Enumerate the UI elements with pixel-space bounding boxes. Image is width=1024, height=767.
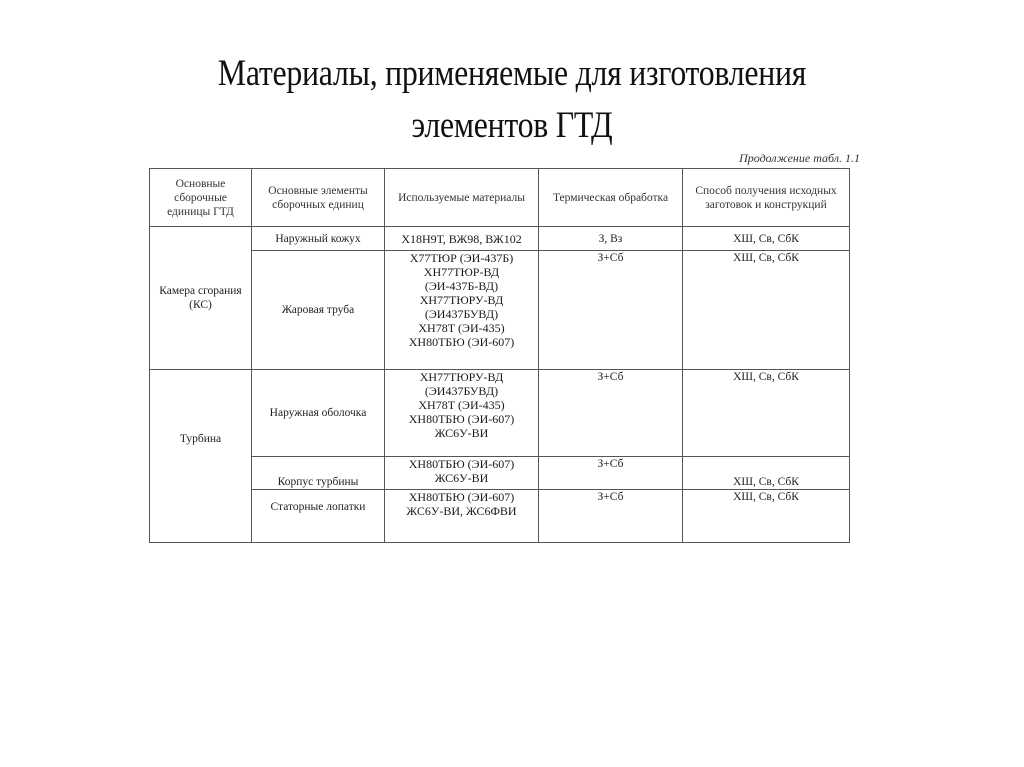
element-cell: Жаровая труба [252, 251, 385, 370]
material-line: ХН77ТЮРУ-ВД [419, 370, 504, 384]
unit-cell-turbine: Турбина [150, 370, 252, 543]
material-line: ХН80ТБЮ (ЭИ-607) [408, 335, 515, 349]
heat-treatment-cell: З+Сб [539, 370, 683, 457]
material-line: ЖС6У-ВИ, ЖС6ФВИ [406, 504, 517, 518]
material-line: ЖС6У-ВИ [434, 426, 489, 440]
material-line: ХН77ТЮРУ-ВД [419, 293, 504, 307]
slide-title-line-2: элементов ГТД [411, 105, 613, 146]
materials-cell [385, 370, 539, 457]
material-line: ХН80ТБЮ (ЭИ-607) [408, 490, 515, 504]
heat-treatment-cell: З+Сб [539, 457, 683, 490]
header-heat-treatment: Термическая обработка [539, 169, 683, 227]
table-row [150, 457, 850, 490]
material-line: Х77ТЮР (ЭИ-437Б) [409, 251, 514, 265]
material-line: (ЭИ437БУВД) [424, 384, 499, 398]
method-cell: ХШ, Св, СбК [683, 457, 850, 490]
material-line: ХН80ТБЮ (ЭИ-607) [408, 457, 515, 471]
header-elements: Основные элементы сборочных единиц [252, 169, 385, 227]
method-cell: ХШ, Св, СбК [683, 227, 850, 251]
method-cell: ХШ, Св, СбК [683, 490, 850, 543]
materials-table [149, 168, 850, 543]
method-cell: ХШ, Св, СбК [683, 370, 850, 457]
slide-title [72, 48, 953, 152]
heat-treatment-cell: З+Сб [539, 490, 683, 543]
material-line: ХН80ТБЮ (ЭИ-607) [408, 412, 515, 426]
material-line: (ЭИ-437Б-ВД) [424, 279, 499, 293]
method-cell: ХШ, Св, СбК [683, 251, 850, 370]
materials-cell [385, 457, 539, 490]
heat-treatment-cell: З+Сб [539, 251, 683, 370]
materials-cell [385, 227, 539, 251]
material-line: (ЭИ437БУВД) [424, 307, 499, 321]
slide-title-line-1: Материалы, применяемые для изготовления [217, 53, 807, 94]
header-assembly-unit: Основные сборочные единицы ГТД [150, 169, 252, 227]
material-line: Х18Н9Т, ВЖ98, ВЖ102 [401, 231, 522, 246]
table-caption: Продолжение табл. 1.1 [739, 151, 860, 165]
unit-cell-combustion-chamber: Камера сгорания (КС) [150, 227, 252, 370]
material-line: ХН78Т (ЭИ-435) [418, 321, 505, 335]
materials-cell [385, 490, 539, 543]
material-line: ХН77ТЮР-ВД [423, 265, 500, 279]
materials-cell [385, 251, 539, 370]
element-cell: Наружный кожух [252, 227, 385, 251]
table-header-row [150, 169, 850, 227]
element-cell: Статорные лопатки [252, 490, 385, 543]
material-line: ХН78Т (ЭИ-435) [418, 398, 505, 412]
table-row [150, 490, 850, 543]
header-method: Способ получения исходных заготовок и конструкций [683, 169, 850, 227]
element-cell: Корпус турбины [252, 457, 385, 490]
material-line: ЖС6У-ВИ [434, 471, 489, 485]
header-materials: Используемые материалы [385, 169, 539, 227]
heat-treatment-cell: З, Вз [539, 227, 683, 251]
element-cell: Наружная оболочка [252, 370, 385, 457]
table-row [150, 251, 850, 370]
table-row [150, 227, 850, 251]
table-row [150, 370, 850, 457]
